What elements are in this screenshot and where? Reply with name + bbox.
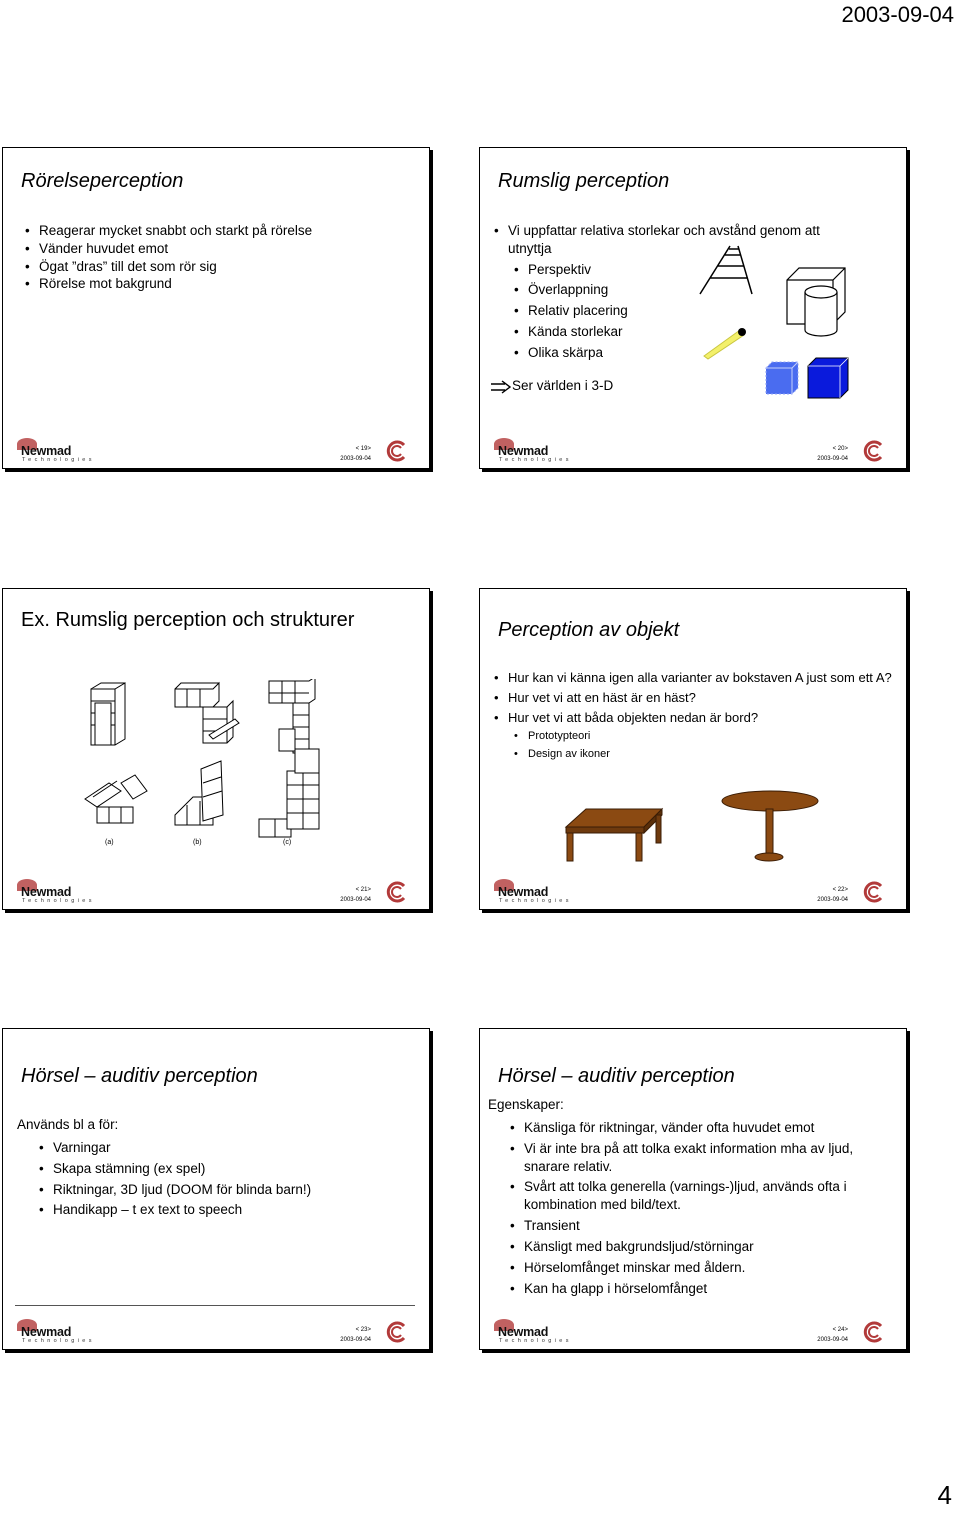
newmad-logo: Newmad Technologies	[17, 1319, 81, 1345]
bullet: • Riktningar, 3D ljud (DOOM för blinda barn!)	[37, 1181, 417, 1199]
bullet: • Skapa stämning (ex spel)	[37, 1160, 417, 1178]
slide-title: Hörsel – auditiv perception	[498, 1065, 735, 1087]
sub-bullet: • Olika skärpa	[492, 344, 852, 362]
bullet: • Transient	[508, 1217, 894, 1235]
bullet-list	[37, 1137, 417, 1219]
bullet: • Kan ha glapp i hörselomfånget	[508, 1280, 894, 1298]
bullet-list	[23, 222, 423, 293]
sub-bullet: • Kända storlekar	[492, 323, 852, 341]
slide-date: 2003-09-04	[817, 897, 848, 903]
slide-title: Perception av objekt	[498, 619, 680, 641]
ladder-perspective-figure	[698, 244, 754, 296]
page-number: 4	[937, 1480, 952, 1510]
conclusion-text: Ser världen i 3-D	[512, 378, 614, 393]
slide-footer	[3, 875, 429, 909]
block-structures-figure	[63, 679, 343, 859]
slide-date: 2003-09-04	[817, 456, 848, 462]
intro-text: Egenskaper:	[488, 1097, 564, 1112]
slide-number: < 21>	[355, 887, 371, 893]
slide-22	[479, 588, 907, 910]
figure-label-b: (b)	[193, 839, 202, 846]
slide-footer	[480, 434, 906, 468]
slide-date: 2003-09-04	[340, 897, 371, 903]
slide-24	[479, 1028, 907, 1350]
implies-arrow-icon	[490, 380, 512, 394]
c-logo-icon	[862, 880, 886, 904]
newmad-logo: Newmad Technologies	[17, 438, 81, 464]
overlapping-cube-cylinder-figure	[785, 266, 851, 338]
bullet-list	[492, 669, 892, 762]
slide-title: Ex. Rumslig perception och strukturer	[21, 609, 355, 631]
c-logo-icon	[385, 1320, 409, 1344]
slide-title: Rörelseperception	[21, 170, 184, 192]
figure-label-a: (a)	[105, 839, 114, 846]
slide-footer	[3, 1315, 429, 1349]
bullet: • Hur kan vi känna igen alla varianter av bokstaven A just som ett A?	[492, 669, 892, 686]
bullet: • Handikapp – t ex text to speech	[37, 1201, 417, 1219]
bullet: • Rörelse mot bakgrund	[23, 275, 423, 293]
sub-bullet: • Överlappning	[492, 281, 852, 299]
slide-footer	[3, 434, 429, 468]
slide-title: Hörsel – auditiv perception	[21, 1065, 258, 1087]
sub-bullet: • Perspektiv	[492, 261, 852, 279]
slide-number: < 22>	[832, 887, 848, 893]
slide-date: 2003-09-04	[340, 1337, 371, 1343]
slide-number: < 19>	[355, 446, 371, 452]
round-table-figure	[720, 789, 820, 863]
bullet: • Känsliga för riktningar, vänder ofta huvudet emot	[508, 1119, 894, 1137]
slide-19	[2, 147, 430, 469]
c-logo-icon	[385, 880, 409, 904]
pencil-figure	[702, 324, 750, 360]
bullet: • Ögat ”dras” till det som rör sig	[23, 258, 423, 276]
sub-bullet: • Prototypteori	[492, 729, 892, 744]
newmad-logo: Newmad Technologies	[17, 879, 81, 905]
slide-number: < 20>	[832, 446, 848, 452]
slide-date: 2003-09-04	[817, 1337, 848, 1343]
slide-number: < 23>	[355, 1327, 371, 1333]
bullet: • Vi är inte bra på att tolka exakt information mha av ljud, snarare relativ.	[508, 1140, 894, 1176]
slide-footer	[480, 1315, 906, 1349]
c-logo-icon	[385, 439, 409, 463]
bullet: • Hur vet vi att en häst är en häst?	[492, 689, 892, 706]
square-table-figure	[564, 801, 664, 863]
bullet: • Varningar	[37, 1139, 417, 1157]
bullet: • Vänder huvudet emot	[23, 240, 423, 258]
bullet: • Reagerar mycket snabbt och starkt på rörelse	[23, 222, 423, 240]
bullet: • Vi uppfattar relativa storlekar och avstånd genom att utnyttja	[492, 222, 852, 258]
page-date: 2003-09-04	[841, 2, 954, 27]
c-logo-icon	[862, 439, 886, 463]
c-logo-icon	[862, 1320, 886, 1344]
bullet-list	[508, 1117, 894, 1297]
sub-bullet: • Relativ placering	[492, 302, 852, 320]
intro-text: Används bl a för:	[17, 1117, 119, 1132]
slide-20	[479, 147, 907, 469]
slide-number: < 24>	[832, 1327, 848, 1333]
sub-bullet: • Design av ikoner	[492, 747, 892, 762]
slide-21	[2, 588, 430, 910]
blurred-cubes-figure	[764, 354, 854, 402]
bullet: • Hörselomfånget minskar med åldern.	[508, 1259, 894, 1277]
figure-label-c: (c)	[283, 839, 292, 846]
newmad-logo: Newmad Technologies	[494, 438, 558, 464]
newmad-logo: Newmad Technologies	[494, 879, 558, 905]
bullet: • Känsligt med bakgrundsljud/störningar	[508, 1238, 894, 1256]
bullet: • Hur vet vi att båda objekten nedan är bord?	[492, 709, 892, 726]
slide-23	[2, 1028, 430, 1350]
divider	[15, 1305, 415, 1306]
bullet: • Svårt att tolka generella (varnings-)ljud, används ofta i kombination med bild/text.	[508, 1178, 894, 1214]
slide-footer	[480, 875, 906, 909]
slide-title: Rumslig perception	[498, 170, 670, 192]
slide-date: 2003-09-04	[340, 456, 371, 462]
newmad-logo: Newmad Technologies	[494, 1319, 558, 1345]
